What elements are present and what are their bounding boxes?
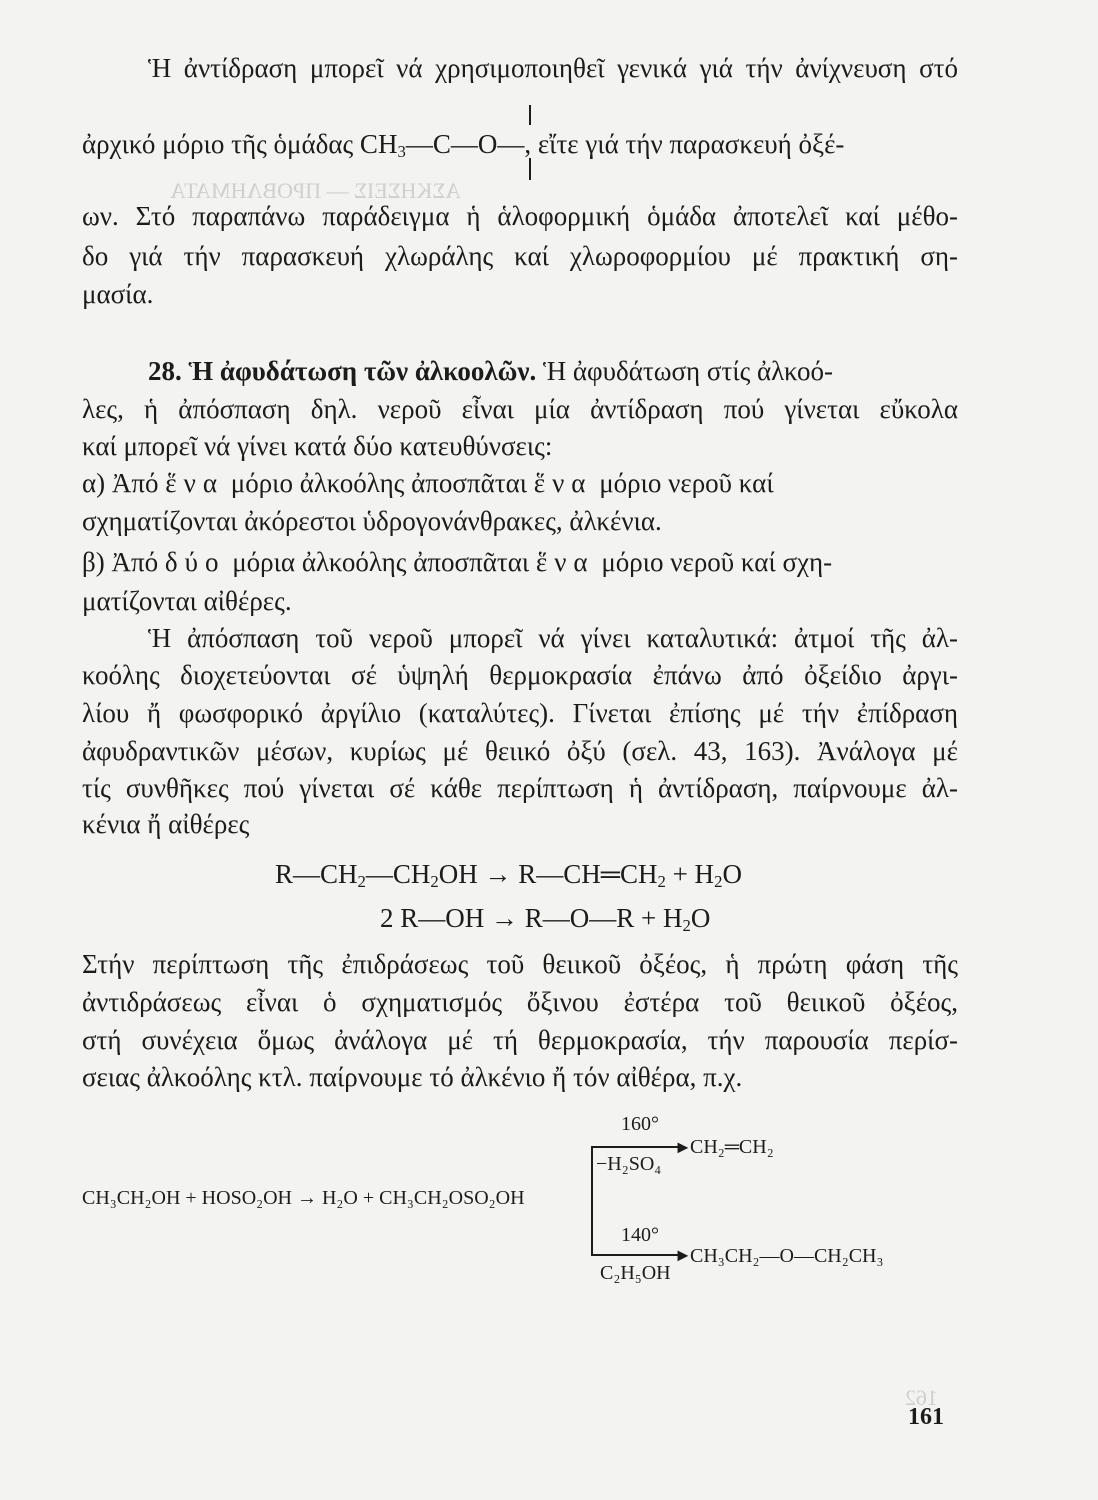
paragraph3-line4: σειας ἀλκοόλης κτλ. παίρνουμε τό ἀλκένιο ἤ τόν αἰθέρα, π.χ.	[82, 1062, 743, 1092]
scheme-upper-reagent: −H₂SO₄	[596, 1153, 662, 1175]
item-b-line2: ματίζονται αἰθέρες.	[82, 586, 292, 616]
scheme-branch-line	[591, 1146, 593, 1256]
paragraph1-line5: μασία.	[82, 279, 154, 309]
subscript-3: 3	[397, 142, 406, 162]
bleed-through-text: ΑΣΚΗΣΕΙΣ — ΠΡΟΒΛΗΜΑΤΑ	[170, 178, 461, 203]
eq1-sub-3: 2	[657, 872, 666, 892]
eq2-sub: 2	[682, 916, 691, 936]
paragraph2-line5: τίς συνθῆκες πού γίνεται σέ κάθε περίπτωση ἡ ἀντίδραση, παίρνουμε ἀλ-	[82, 773, 958, 803]
section28-line1-rest: Ἡ ἀφυδάτωση στίς ἀλκοό-	[542, 356, 834, 386]
paragraph3-line2: ἀντιδράσεως εἶναι ὁ σχηματισμός ὄξινου ἐστέρα τοῦ θειικοῦ ὀξέος,	[82, 987, 958, 1017]
section28-line2: λες, ἡ ἀπόσπαση δηλ. νεροῦ εἶναι μία ἀντίδραση πού γίνεται εὔκολα	[82, 394, 958, 424]
item-a-line1	[82, 467, 958, 499]
scheme-lower-product: CH₃CH₂—O—CH₂CH₃	[690, 1245, 884, 1267]
item-a-mid: μόριο ἀλκοόλης ἀποσπᾶται	[230, 468, 527, 498]
item-b-prefix: β) Ἀπό	[82, 547, 159, 577]
paragraph1-line2-after: εἴτε γιά τήν παρασκευή ὀξέ-	[537, 129, 845, 159]
paragraph1-line2	[82, 128, 958, 160]
eq1-part-e: O	[722, 859, 742, 889]
item-b-mid: μόρια ἀλκοόλης ἀποσπᾶται	[232, 547, 530, 577]
scheme-left-equation: CH₃CH₂OH + HOSO₂OH → H₂O + CH₃CH₂OSO₂OH	[82, 1187, 525, 1209]
paragraph1-line1: Ἡ ἀντίδραση μπορεῖ νά χρησιμοποιηθεῖ γενικά γιά τήν ἀνίχνευση στό	[148, 53, 958, 83]
paragraph1-line2-before: ἀρχικό μόριο τῆς ὁμάδας CH	[82, 129, 398, 159]
scheme-lower-reagent: C₂H₅OH	[600, 1262, 671, 1284]
paragraph2-line3: λίου ἤ φωσφορικό ἀργίλιο (καταλύτες). Γίνεται ἐπίσης μέ τήν ἐπίδραση	[82, 698, 958, 728]
paragraph2-line2: κοόλης διοχετεύονται σέ ὑψηλή θερμοκρασία ἐπάνω ἀπό ὀξείδιο ἀργι-	[82, 660, 958, 690]
eq2-part-a: 2 R—OH → R—O—R + H	[380, 903, 683, 933]
eq1-part-b: —CH	[365, 859, 431, 889]
eq1-sub-2: 2	[430, 872, 439, 892]
scheme-upper-product: CH₂═CH₂	[690, 1136, 774, 1158]
paragraph3-line1: Στήν περίπτωση τῆς ἐπιδράσεως τοῦ θειικοῦ ὀξέος, ἡ πρώτη φάση τῆς	[82, 949, 958, 979]
paragraph2-line4: ἀφυδραντικῶν μέσων, κυρίως μέ θειικό ὀξύ (σελ. 43, 163). Ἀνάλογα μέ	[82, 736, 958, 766]
scheme-lower-arrowhead: ►	[674, 1245, 692, 1265]
section28-line1	[148, 355, 958, 387]
carbonyl-bond-down	[529, 158, 531, 180]
section28-line3: καί μπορεῖ νά γίνει κατά δύο κατευθύνσεις:	[82, 431, 553, 461]
scheme-upper-temperature: 160°	[621, 1113, 659, 1135]
eq1-part-d: + H	[665, 859, 715, 889]
scheme-upper-arrowhead: ►	[674, 1137, 692, 1157]
page-number: 161	[908, 1404, 944, 1430]
carbonyl-bond-up	[529, 105, 531, 125]
paragraph1-line3: ων. Στό παραπάνω παράδειγμα ἡ ἁλοφορμική ὁμάδα ἀποτελεῖ καί μέθο-	[82, 201, 958, 231]
acyl-formula: —C—O—,	[405, 129, 532, 159]
eq1-sub-1: 2	[357, 872, 366, 892]
item-a-spaced-one: ἕνα	[165, 468, 224, 498]
scheme-upper-arrow-shaft	[591, 1146, 681, 1148]
item-b-spaced-one: ἕνα	[535, 547, 595, 577]
item-a-prefix: α) Ἀπό	[82, 468, 159, 498]
paragraph3-line3: στή συνέχεια ὅμως ἀνάλογα μέ τή θερμοκρασία, τήν παρουσία περίσ-	[82, 1025, 958, 1055]
bleed-through-page-number: 162	[905, 1385, 938, 1410]
section28-title: 28. Ἡ ἀφυδάτωση τῶν ἀλκοολῶν.	[148, 356, 537, 386]
eq1-part-c: OH → R—CH═CH	[438, 859, 658, 889]
equation-dehydration-ether	[380, 902, 710, 934]
item-a-line2: σχηματίζονται ἀκόρεστοι ὑδρογονάνθρακες, ἀλκένια.	[82, 506, 662, 536]
item-a-spaced-two: ἕνα	[533, 468, 593, 498]
paragraph1-line4: δο γιά τήν παρασκευή χλωράλης καί χλωροφορμίου μέ πρακτική ση-	[82, 241, 958, 271]
item-b-end: μόριο νεροῦ καί σχη-	[601, 547, 833, 577]
item-a-end: μόριο νεροῦ καί	[599, 468, 774, 498]
paragraph2-line1: Ἡ ἀπόσπαση τοῦ νεροῦ μπορεῖ νά γίνει καταλυτικά: ἀτμοί τῆς ἀλ-	[148, 623, 958, 653]
equation-dehydration-alkene	[275, 858, 742, 890]
eq2-part-b: O	[690, 903, 711, 933]
scheme-lower-temperature: 140°	[621, 1224, 659, 1246]
paragraph2-line6: κένια ἤ αἰθέρες	[82, 809, 250, 839]
scheme-lower-arrow-shaft	[591, 1254, 681, 1256]
item-b-spaced-two: δύο	[164, 547, 226, 577]
eq1-sub-4: 2	[714, 872, 723, 892]
item-b-line1	[82, 546, 958, 578]
eq1-part-a: R—CH	[275, 859, 358, 889]
